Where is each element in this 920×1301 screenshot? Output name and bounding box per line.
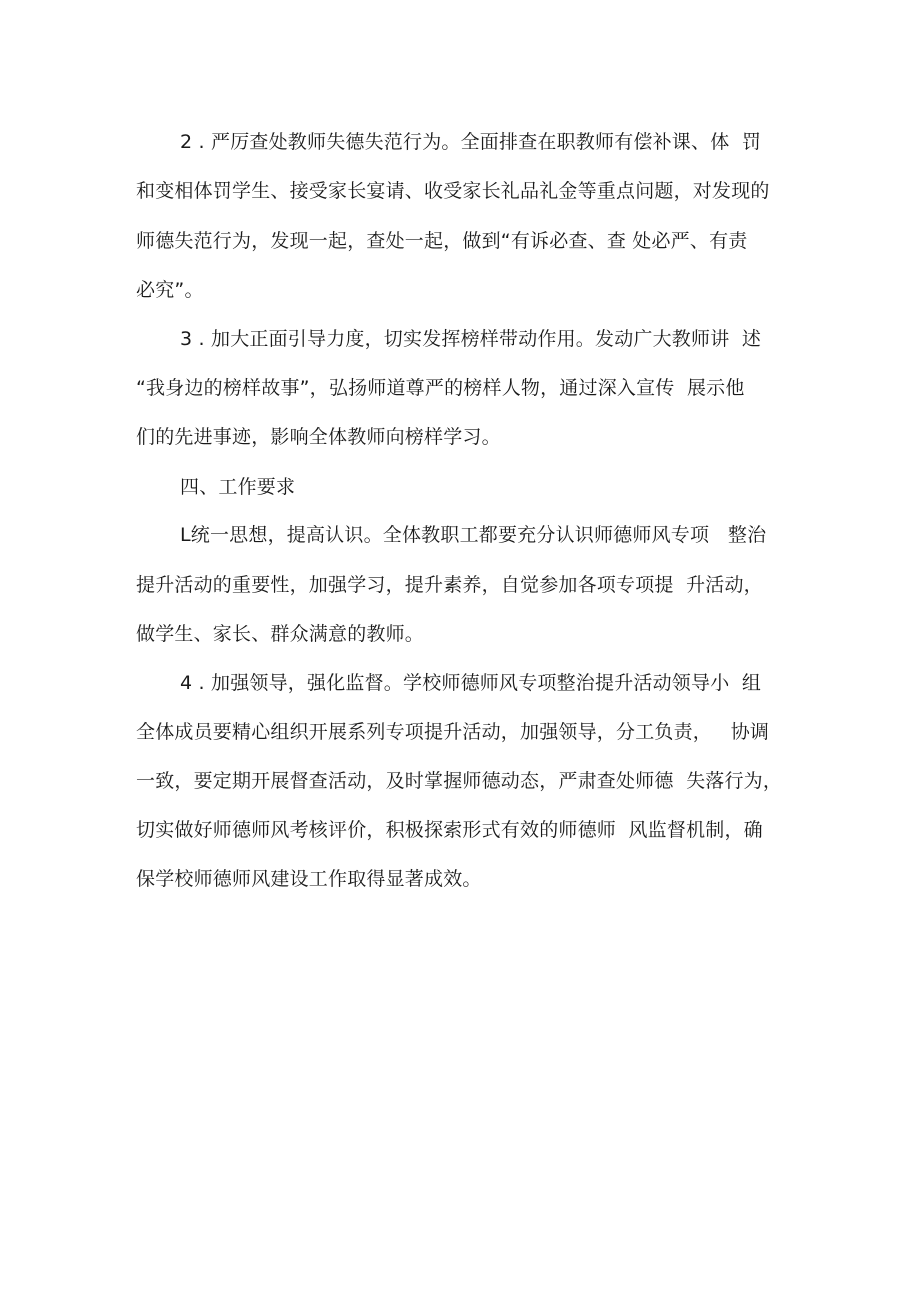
text-line-4: 必究”。 (136, 279, 204, 301)
text-line-15: 切实做好师德师风考核评价，积极探索形式有效的师德师 风监督机制，确 (136, 819, 763, 841)
text-line-3: 师德失范行为，发现一起，查处一起，做到“有诉必查、查 处必严、有责 (136, 230, 748, 252)
text-line-7: 们的先进事迹，影响全体教师向榜样学习。 (136, 426, 501, 448)
text-line-5: 3 . 加大正面引导力度，切实发挥榜样带动作用。发动广大教师讲 述 (180, 328, 762, 350)
section-heading: 四、工作要求 (180, 476, 296, 498)
text-line-9: L统一思想，提高认识。全体教职工都要充分认识师德师风专项 整治 (180, 524, 767, 546)
text-line-14: 一致，要定期开展督查活动，及时掌握师德动态，严肃查处师德 失落行为， (136, 770, 783, 792)
text-line-2: 和变相体罚学生、接受家长宴请、收受家长礼品礼金等重点问题，对发现的 (136, 180, 770, 202)
text-line-10: 提升活动的重要性，加强学习，提升素养，自觉参加各项专项提 升活动， (136, 574, 763, 596)
text-line-1: 2 . 严厉查处教师失德失范行为。全面排查在职教师有偿补课、体 罚 (180, 131, 762, 153)
text-line-11: 做学生、家长、群众满意的教师。 (136, 623, 425, 645)
text-line-12: 4 . 加强领导，强化监督。学校师德师风专项整治提升活动领导小 组 (180, 672, 762, 694)
text-line-13: 全体成员要精心组织开展系列专项提升活动，加强领导，分工负责， 协调 (136, 721, 770, 743)
text-line-16: 保学校师德师风建设工作取得显著成效。 (136, 868, 482, 890)
text-line-6: “我身边的榜样故事”，弘扬师道尊严的榜样人物，通过深入宣传 展示他 (136, 377, 745, 399)
